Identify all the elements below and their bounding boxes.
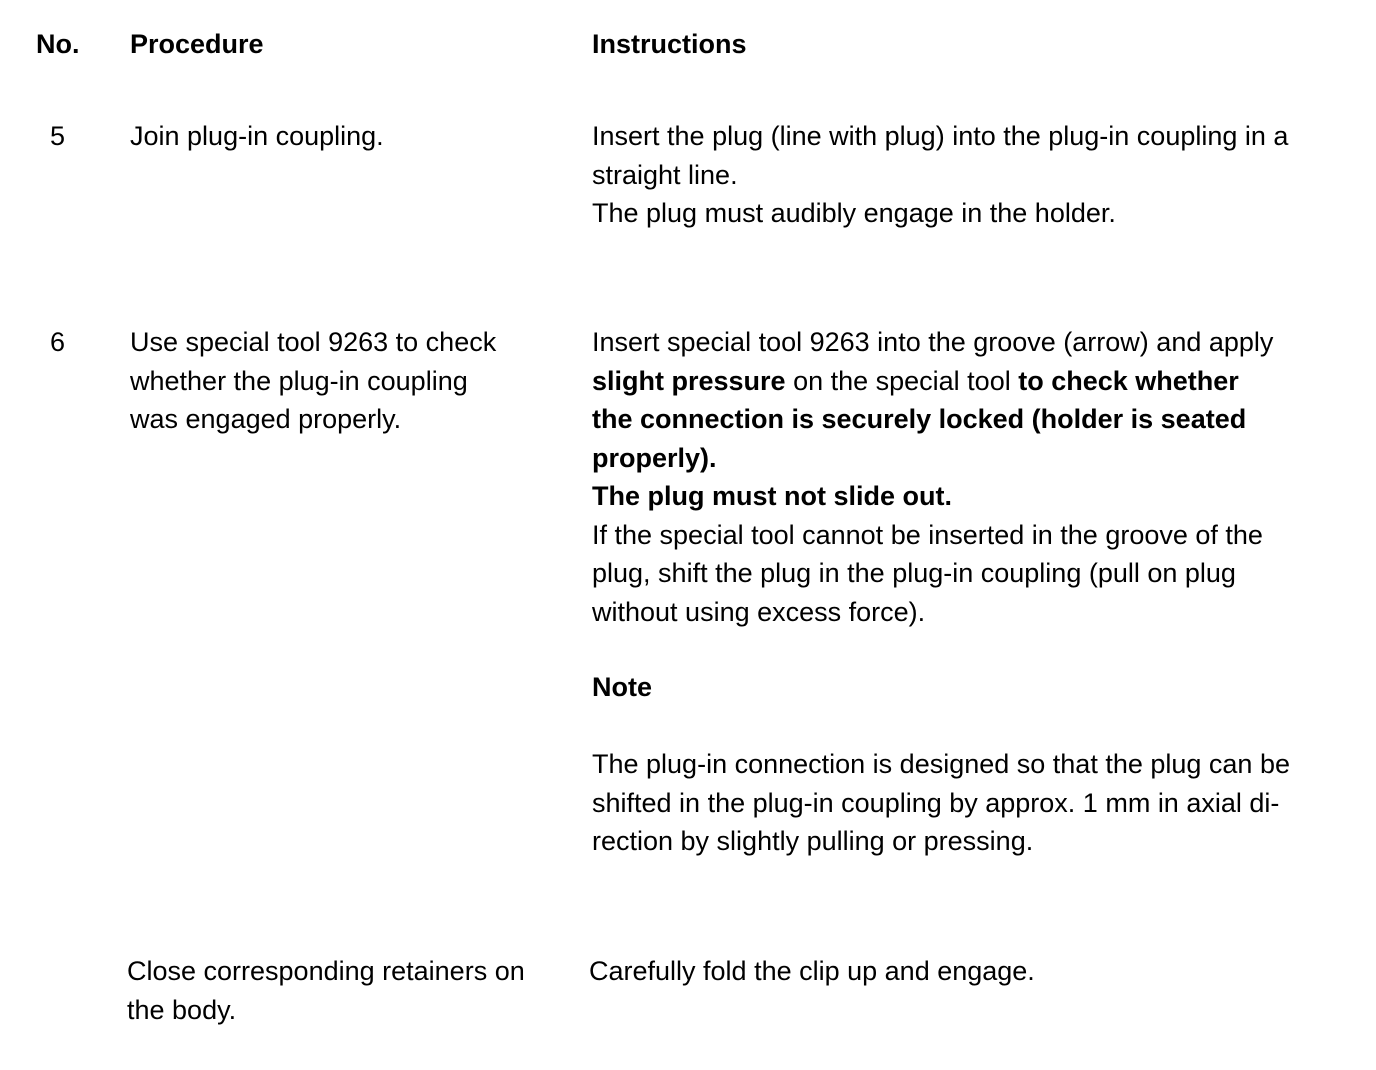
note-text (592, 745, 1332, 861)
emphasis-text: slight pressure (592, 365, 786, 396)
instruction-line (592, 439, 1332, 478)
procedure-text (130, 323, 550, 439)
instruction-line: plug, shift the plug in the plug-in coupling (pull on plug (592, 558, 1236, 588)
instruction-line: Insert the plug (line with plug) into the plug-in coupling in a (592, 121, 1289, 151)
procedure-line: whether the plug-in coupling (130, 365, 468, 396)
instruction-line (592, 362, 1332, 401)
instruction-line: If the special tool cannot be inserted in the groove of the (592, 519, 1263, 550)
procedure-line: Join plug-in coupling. (130, 121, 384, 151)
instruction-text (592, 117, 1332, 233)
emphasis-text: to check whether (1018, 365, 1239, 396)
emphasis-text: the connection is securely locked (holder is seated (592, 404, 1247, 434)
note-line: The plug-in connection is designed so that the plug can be (592, 749, 1290, 779)
header-procedure: Procedure (130, 29, 264, 59)
note-heading: Note (592, 672, 652, 702)
instruction-line (592, 477, 1332, 516)
emphasis-text: The plug must not slide out. (592, 481, 952, 511)
procedure-line: was engaged properly. (130, 404, 402, 434)
instruction-text (589, 952, 1329, 991)
procedure-line: Use special tool 9263 to check (130, 327, 497, 357)
instruction-text (592, 323, 1332, 631)
note-line: shifted in the plug-in coupling by approx. 1 mm in axial di- (592, 787, 1280, 818)
procedure-text (127, 952, 547, 1029)
procedure-line: the body. (127, 994, 237, 1025)
emphasis-text: properly). (592, 442, 717, 473)
procedure-text (130, 117, 550, 156)
plain-text: on the special tool (785, 365, 1019, 396)
procedure-line: Close corresponding retainers on (127, 956, 525, 986)
instruction-line: Carefully fold the clip up and engage. (589, 956, 1035, 986)
note-line: rection by slightly pulling or pressing. (592, 826, 1034, 856)
instruction-line: without using excess force). (592, 596, 926, 627)
instruction-line: Insert special tool 9263 into the groove (arrow) and apply (592, 327, 1274, 357)
instruction-line: The plug must audibly engage in the holder. (592, 198, 1116, 228)
instruction-line: straight line. (592, 159, 738, 190)
step-number: 6 (50, 327, 66, 357)
header-no: No. (36, 29, 80, 59)
header-instructions: Instructions (592, 29, 747, 59)
instruction-line (592, 400, 1332, 439)
step-number: 5 (50, 121, 66, 151)
